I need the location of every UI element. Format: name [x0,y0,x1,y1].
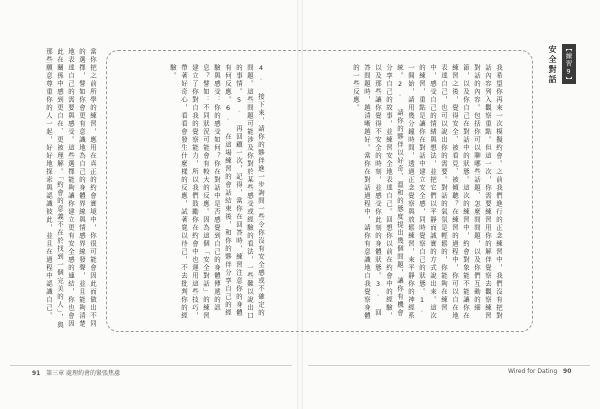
footer-right [508,368,571,375]
footer-rule-right [308,365,590,366]
body-text: 當你把之前所學的練習，應用在真正的約會實境中，你很可能會因此而做出不同的選擇，譬如你會更有意識地為自己的身體界線與情感界線發聲，並且能夠清楚地表達自己的需要與感受。這些選擇能夠讓你建立更有安全感的連結，你也會因此在關係中感到更自在、更被理解。「約會的意義不在於找到一個完美的人」，與那些願意尊重你的人一起，好好地探索與認識彼此，並且在過程中認識自己。 [45,48,97,330]
page-number-right: 90 [563,368,572,375]
page-number-left: 91 [32,370,41,377]
exercise-tag: 【練習9】 [562,44,576,84]
chapter-title: 第三章 處理約會的緊張焦慮 [46,370,121,377]
exercise-text-right: 我希望你再來一次模擬約會。之前我們進行的正念練習中，我們沒有把對話內容列入觀察重點。但這一次，你需要練習用你的解伴覺察去觀察練習對話的內容。包括你可以聊哪些話題、怎麼問問題，以及你們互動的細節，以及你自己在對話中的狀態。這次的練習中，約會對象能不能讓你在練習之後，覺得安全、被看見、被傾聽？在練習的過程中，你可以自在地表達自己，也可以說出你的需要。對話的氣氛是輕鬆的，你能夠在練習中，感受自己的情緒與想法，並把它們以平靜而誠實的方式說出來。這次的練習，重點是讓你在對話中建立安全感，同時覺察自己的狀態。1. 一開始，請用幾分鐘時間，透過正念覺察與放鬆練習，來平靜你的神經系統。2. 請你的夥伴以好奇、溫和的態度提出幾個問題，讓你有機會分享自己的故事，並練習安全地表達自己。回想你以前在約會中的經驗，以及那些讓你覺得不安全的時刻，並感受你此刻的身體狀態。3. 回答問題時，越清晰越好。當你在對話過程中，請你有意識地自我覺察身體的一些反應。 [352,64,503,320]
exercise-title: 安全對話 [548,45,557,85]
exercise-text-left: 4. 接下來，請你的夥伴進一步詢問一些令你沒有安全感或不確定的問題。這些問題可能涉及你對於某些感受或經驗的看法，一些難以說出口的事情。5. 再回顧一次，記得，當你在回答時，練習注意你的身體有何反應。6. 在這場練習的會話結束後，和你的夥伴分享自己的經驗與感受：你的感受如何？你在對話中是否感覺到自己的身體傳遞的訊息？譬如：不同狀況可能會有較大的反應。因為這個「安全對話」的練習建立了你對自我的覺察能力，所以我們鼓勵你在約會中也運用這些技巧，帶著好奇心，看看會發生什麼樣的反應，試著寬以待己，不去批判你的經驗。 [169,64,265,320]
book-title: Wired for Dating [508,368,558,375]
footer-rule-left [10,365,292,366]
footer-left [32,368,120,377]
